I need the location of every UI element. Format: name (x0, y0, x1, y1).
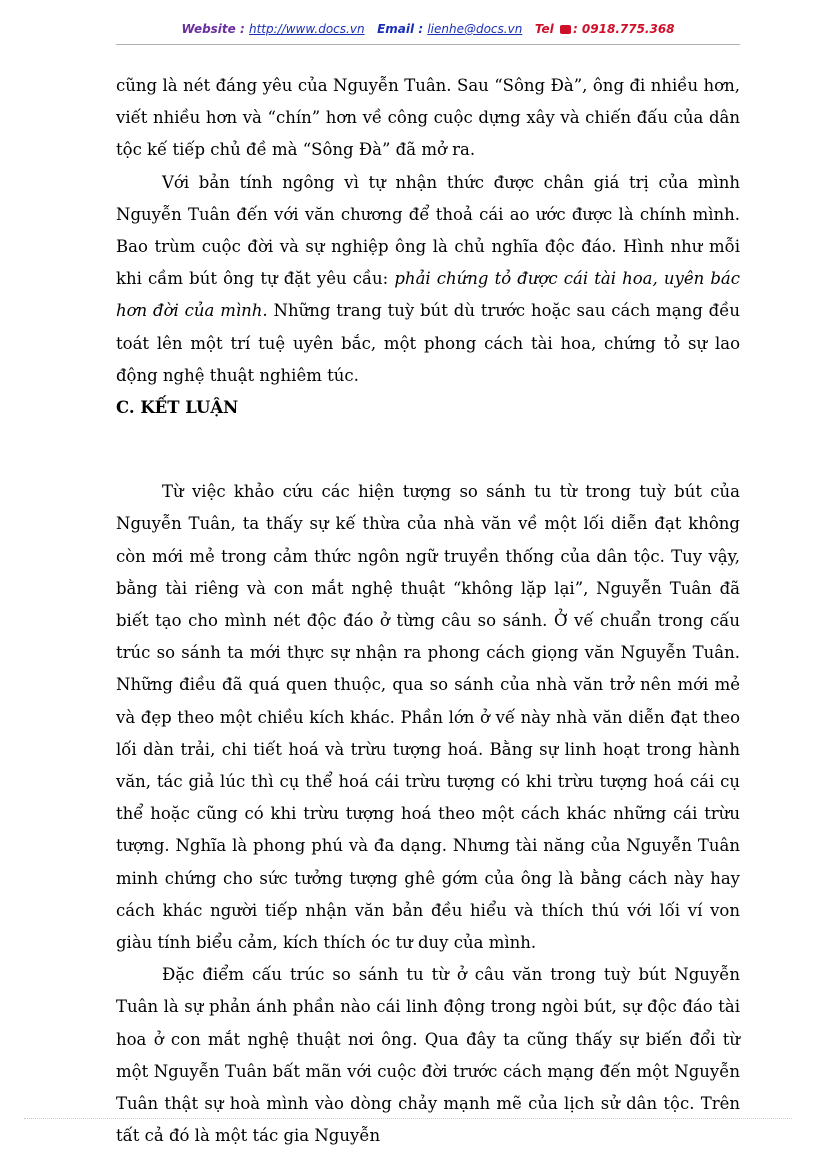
phone-icon (560, 25, 571, 34)
paragraph-1: cũng là nét đáng yêu của Nguyễn Tuân. Sau “Sông Đà”, ông đi nhiều hơn, viết nhiều hơn và “chín” hơn về công cuộc dựng xây và chiến đấu của dân tộc kế tiếp chủ đề mà “Sông Đà” đã mở ra. (116, 76, 740, 160)
section-spacer (116, 424, 740, 476)
paragraph-2-italic-quote: phải chứng tỏ được cái tài hoa, uyên bác hơn đời của mình (116, 269, 740, 321)
paragraph-3: Từ việc khảo cứu các hiện tượng so sánh tu từ trong tuỳ bút của Nguyễn Tuân, ta thấy sự kế thừa của nhà văn về một lối diễn đạt không còn mới mẻ trong cảm thức ngôn ngữ truyền thống của dân tộc. Tuy vậy, bằng tài riêng và con mắt nghệ thuật “không lặp lại”, Nguyễn Tuân đã biết tạo cho mình nét độc đáo ở từng câu so sánh. Ở vế chuẩn trong cấu trúc so sánh ta mới thực sự nhận ra phong cách giọng văn Nguyễn Tuân. Những điều đã quá quen thuộc, qua so sánh của nhà văn trở nên mới mẻ và đẹp theo một chiều kích khác. Phần lớn ở vế này nhà văn diễn đạt theo lối dàn trải, chi tiết hoá và trừu tượng hoá. Bằng sự linh hoạt trong hành văn, tác giả lúc thì cụ thể hoá cái trừu tượng có khi trừu tượng hoá cái cụ thể hoặc cũng có khi trừu tượng hoá theo một cách khác những cái trừu tượng. Nghĩa là phong phú và đa dạng. Nhưng tài năng của Nguyễn Tuân minh chứng cho sức tưởng tượng ghê gớm của ông là bằng cách này hay cách khác người tiếp nhận văn bản đều hiểu và thích thú với lối ví von giàu tính biểu cảm, kích thích óc tư duy của mình. (116, 482, 740, 953)
email-link[interactable]: lienhe@docs.vn (427, 22, 523, 36)
tel-label: Tel (534, 22, 554, 36)
email-label: Email (377, 22, 415, 36)
section-heading: C. KẾT LUẬN (116, 398, 239, 418)
paragraph-4: Đặc điểm cấu trúc so sánh tu từ ở câu văn trong tuỳ bút Nguyễn Tuân là sự phản ánh phần nào cái linh động trong ngòi bút, sự độc đáo tài hoa ở con mắt nghệ thuật nơi ông. Qua đây ta cũng thấy sự biến đổi từ một Nguyễn Tuân bất mãn với cuộc đời trước cách mạng đến một Nguyễn Tuân thật sự hoà mình vào dòng chảy mạnh mẽ của lịch sử dân tộc. Trên tất cả đó là một tác gia Nguyễn (116, 965, 740, 1146)
website-link[interactable]: http://www.docs.vn (248, 22, 365, 36)
footer-divider (24, 1118, 792, 1119)
page-header (116, 22, 740, 45)
tel-value: : 0918.775.368 (572, 22, 675, 36)
paragraph-2-text: Với bản tính ngông vì tự nhận thức được chân giá trị của mình Nguyễn Tuân đến với văn chương để thoả cái ao ước được là chính mình. Bao trùm cuộc đời và sự nghiệp ông là chủ nghĩa độc đáo. Hình như mỗi khi cầm bút ông tự đặt yêu cầu: (116, 172, 740, 289)
document-body (116, 70, 740, 1153)
website-label: Website : (181, 22, 245, 36)
paragraph-2-text-end: . Những trang tuỳ bút dù trước hoặc sau cách mạng đều toát lên một trí tuệ uyên bắc, một phong cách tài hoa, chứng tỏ sự lao động nghệ thuật nghiêm túc. (116, 301, 740, 385)
email-separator: : (418, 22, 424, 36)
paragraph-2 (116, 167, 740, 392)
